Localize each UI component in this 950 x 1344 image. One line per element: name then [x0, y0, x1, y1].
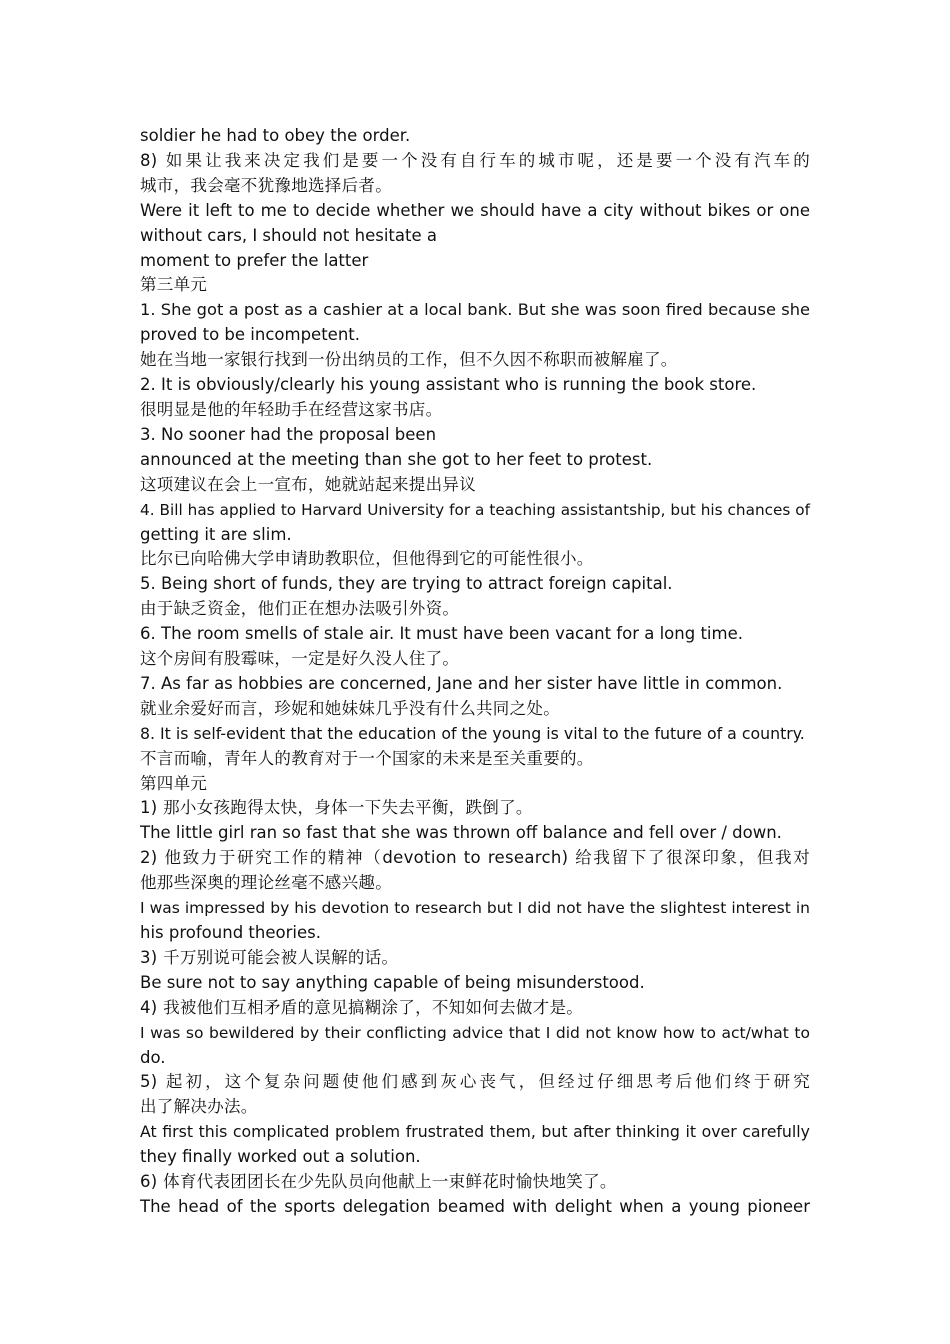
- text-line: 就业余爱好而言，珍妮和她妹妹几乎没有什么共同之处。: [140, 698, 560, 718]
- text-line: 这项建议在会上一宣布，她就站起来提出异议: [140, 474, 476, 494]
- text-line: 她在当地一家银行找到一份出纳员的工作，但不久因不称职而被解雇了。: [140, 350, 678, 370]
- text-line: I was so bewildered by their conflicting advice that I did not know how to act/what to: [140, 1023, 810, 1042]
- text-line: 由于缺乏资金，他们正在想办法吸引外资。: [140, 599, 460, 619]
- text-line: proved to be incompetent.: [140, 325, 361, 345]
- text-line: 第四单元: [140, 773, 208, 793]
- text-line: 1) 那小女孩跑得太快，身体一下失去平衡，跌倒了。: [140, 798, 533, 818]
- text-line: Were it left to me to decide whether we should have a city without bikes or one: [140, 200, 810, 220]
- text-line: his profound theories.: [140, 923, 321, 942]
- text-line: getting it are slim.: [140, 524, 292, 544]
- text-line: 7. As far as hobbies are concerned, Jane and her sister have little in common.: [140, 673, 783, 693]
- text-line: 4) 我被他们互相矛盾的意见搞糊涂了，不知如何去做才是。: [140, 997, 584, 1017]
- text-line: 8) 如果让我来决定我们是要一个没有自行车的城市呢，还是要一个没有汽车的: [140, 150, 810, 170]
- text-line: 5) 起初，这个复杂问题使他们感到灰心丧气，但经过仔细思考后他们终于研究: [140, 1072, 810, 1092]
- text-line: 8. It is self-evident that the education of the young is vital to the future of a country.: [140, 723, 805, 743]
- text-line: moment to prefer the latter: [140, 250, 369, 270]
- text-line: 很明显是他的年轻助手在经营这家书店。: [140, 399, 443, 419]
- text-line: they finally worked out a solution.: [140, 1147, 421, 1167]
- text-line: I was impressed by his devotion to research but I did not have the slightest interest in: [140, 899, 810, 918]
- text-line: The head of the sports delegation beamed with delight when a young pioneer: [140, 1196, 810, 1216]
- text-line: soldier he had to obey the order.: [140, 126, 411, 145]
- text-line: 3) 千万别说可能会被人误解的话。: [140, 947, 399, 967]
- text-line: 城市，我会毫不犹豫地选择后者。: [140, 175, 392, 195]
- document-page: [140, 124, 810, 1220]
- text-line: 6) 体育代表团团长在少先队员向他献上一束鲜花时愉快地笑了。: [140, 1172, 617, 1192]
- text-line: 2. It is obviously/clearly his young assistant who is running the book store.: [140, 375, 757, 395]
- text-line: do.: [140, 1047, 166, 1067]
- text-line: 比尔已向哈佛大学申请助教职位，但他得到它的可能性很小。: [140, 549, 594, 569]
- text-line: announced at the meeting than she got to her feet to protest.: [140, 449, 653, 469]
- text-line: 出了解决办法。: [140, 1097, 258, 1117]
- text-line: 第三单元: [140, 275, 208, 295]
- text-line: Be sure not to say anything capable of being misunderstood.: [140, 972, 645, 992]
- text-line: The little girl ran so fast that she was thrown off balance and fell over / down.: [140, 823, 782, 843]
- text-line: 这个房间有股霉味，一定是好久没人住了。: [140, 649, 460, 669]
- text-line: 1. She got a post as a cashier at a local bank. But she was soon fired because she: [140, 300, 810, 320]
- text-line: At first this complicated problem frustrated them, but after thinking it over carefully: [140, 1122, 810, 1142]
- text-line: 6. The room smells of stale air. It must have been vacant for a long time.: [140, 624, 743, 644]
- text-line: 不言而喻，青年人的教育对于一个国家的未来是至关重要的。: [140, 748, 594, 768]
- text-line: 2) 他致力于研究工作的精神（devotion to research) 给我留下了很深印象，但我对: [140, 848, 810, 868]
- text-line: 5. Being short of funds, they are trying to attract foreign capital.: [140, 574, 673, 594]
- text-line: 3. No sooner had the proposal been: [140, 424, 437, 444]
- text-line: without cars, I should not hesitate a: [140, 225, 437, 245]
- text-line: 他那些深奥的理论丝毫不感兴趣。: [140, 873, 392, 893]
- text-line: 4. Bill has applied to Harvard University for a teaching assistantship, but his chances of: [140, 500, 810, 519]
